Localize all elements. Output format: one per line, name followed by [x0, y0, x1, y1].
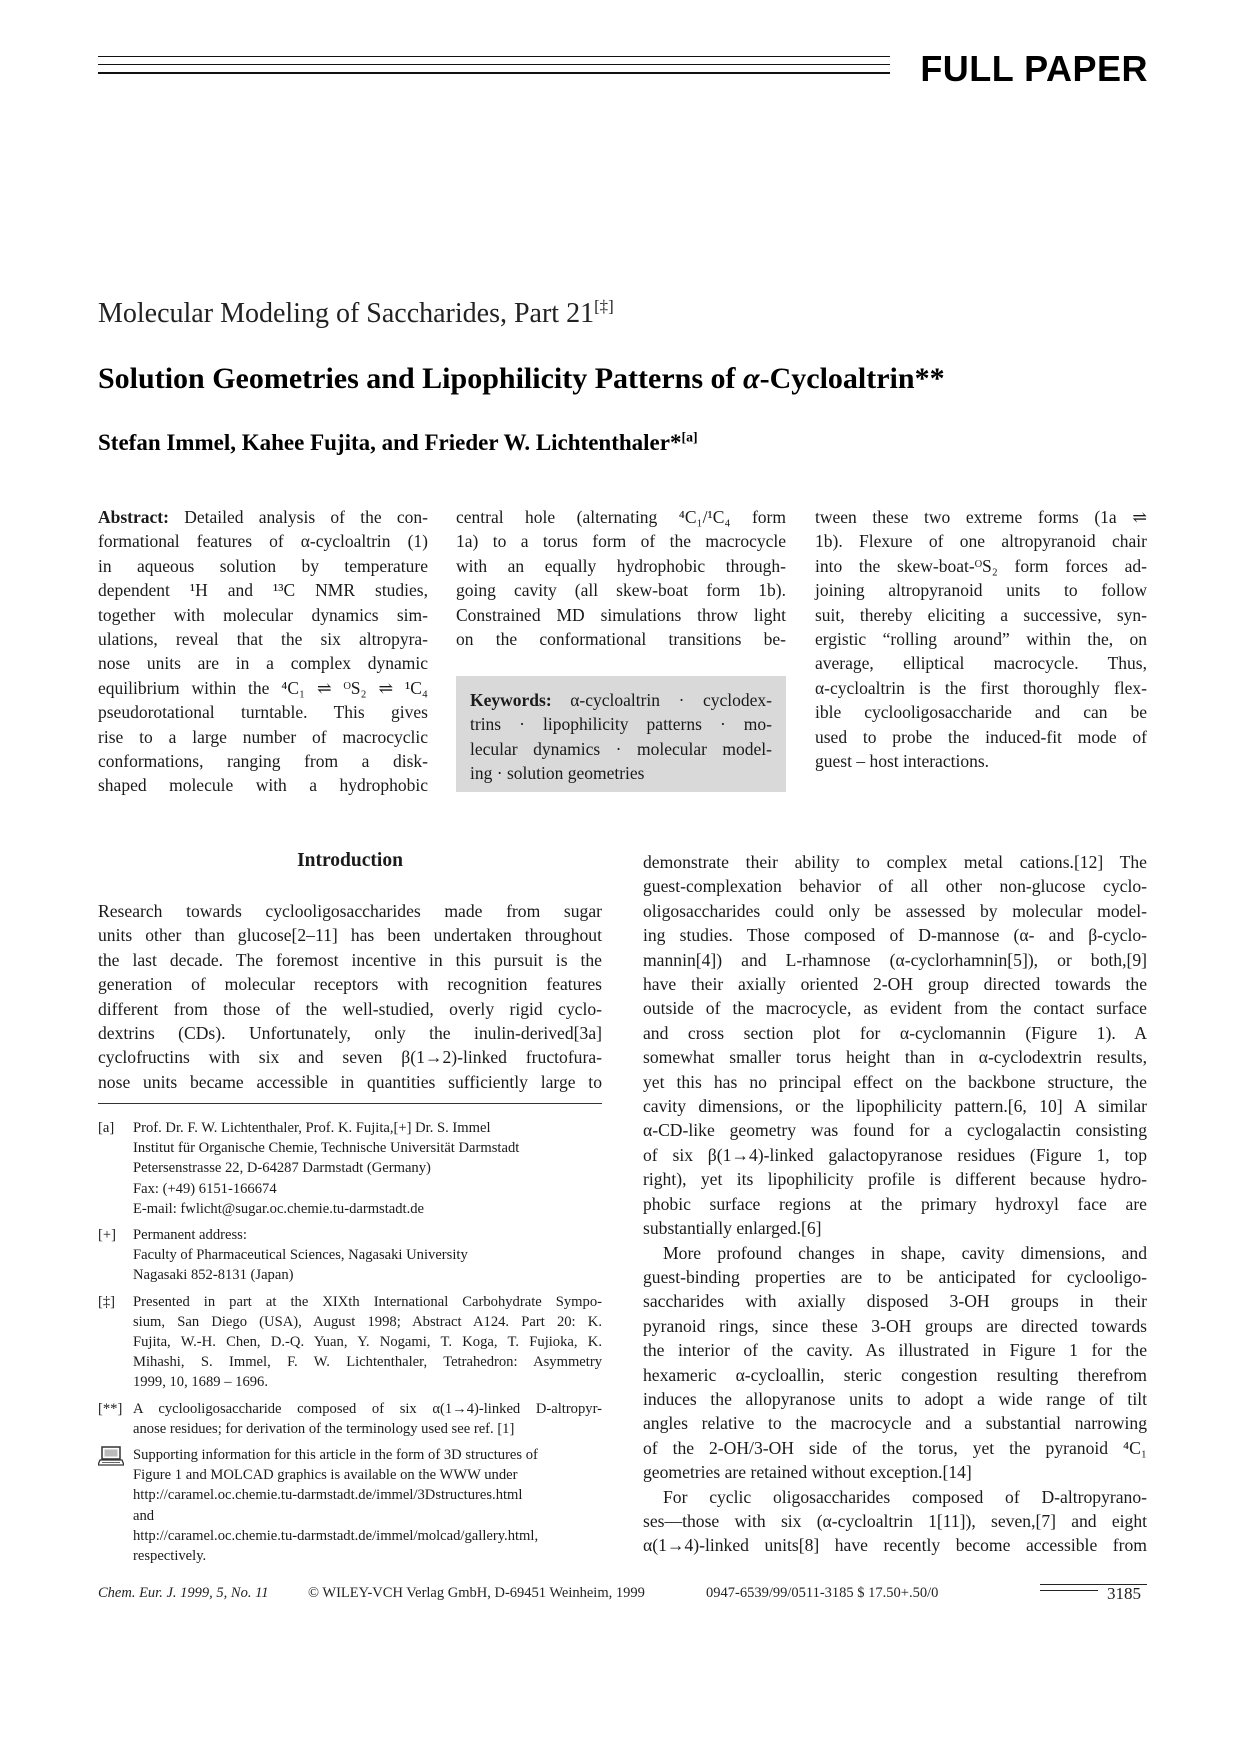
keywords-line: trins · lipophilicity patterns · mo- — [470, 714, 772, 735]
body-line: dextrins (CDs). Unfortunately, only the inulin-derived[3a] — [98, 1023, 602, 1044]
abstract-line: nose units are in a complex dynamic — [98, 653, 428, 674]
abstract-line: α-cycloaltrin is the first thoroughly flex- — [815, 677, 1147, 698]
body-line: hexameric α-cycloallin, steric congestion resulting therefrom — [643, 1364, 1147, 1385]
authors — [98, 430, 698, 456]
body-line: have their axially oriented 2-OH group directed towards the — [643, 974, 1147, 995]
footnote-affiliation: [a] Prof. Dr. F. W. Lichtenthaler, Prof. K. Fujita,[+] Dr. S. Immel Institut für Organische Chemie, Technische Universität Darmstadt Petersenstrasse 22, D-64287 Darmstadt (Germany) Fax: (+49) 6151-166674 E-mail: fwlicht@sugar.oc.chemie.tu-darmstadt.de — [98, 1120, 520, 1217]
body-column-right — [643, 850, 1147, 1558]
paper-title-part2: -Cycloaltrin** — [759, 362, 945, 395]
abstract-line: ible cyclooligosaccharide and can be — [815, 702, 1147, 723]
abstract-line: with an equally hydrophobic through- — [456, 555, 786, 576]
body-line: different from those of the well-studied, overly rigid cyclo- — [98, 998, 602, 1019]
abstract-line: rise to a large number of macrocyclic — [98, 726, 428, 747]
abstract-line: 1a) to a torus form of the macrocycle — [456, 531, 786, 552]
body-line: For cyclic oligosaccharides composed of D-altropyrano- — [663, 1486, 1147, 1507]
abstract-line: joining altropyranoid units to follow — [815, 580, 1147, 601]
body-line: Research towards cyclooligosaccharides made from sugar — [98, 901, 602, 921]
abstract-line: Abstract: Detailed analysis of the con- — [98, 507, 428, 527]
body-line: mannin[4]) and L-rhamnose (α-cyclorhamnin[5]), or both,[9] — [643, 949, 1147, 970]
body-line: ses—those with six (α-cycloaltrin 1[11]), seven,[7] and eight — [643, 1510, 1147, 1531]
body-line: More profound changes in shape, cavity dimensions, and — [663, 1242, 1147, 1263]
body-line: angles relative to the macrocycle and a substantial narrowing — [643, 1413, 1147, 1434]
footnotes — [98, 1118, 602, 1572]
abstract-line: formational features of α-cycloaltrin (1) — [98, 531, 428, 552]
body-line: guest-binding properties are to be anticipated for cyclooligo- — [643, 1266, 1147, 1287]
keywords-line: Keywords: α-cycloaltrin · cyclodex- — [470, 690, 772, 710]
footer-issn: 0947-6539/99/0511-3185 $ 17.50+.50/0 — [706, 1585, 939, 1601]
body-line: oligosaccharides could only be assessed by molecular model- — [643, 900, 1147, 921]
abstract-line: into the skew-boat-ᴼS₂ form forces ad- — [815, 555, 1147, 576]
abstract-column-1 — [98, 505, 428, 798]
abstract-line: pseudorotational turntable. This gives — [98, 702, 428, 723]
body-line: somewhat smaller torus height than in α-cyclodextrin results, — [643, 1047, 1147, 1068]
body-line: saccharides with axially disposed 3-OH groups in their — [643, 1291, 1147, 1312]
body-line: induces the allopyranose units to adopt a wide range of tilt — [643, 1388, 1147, 1409]
body-line: α(1→4)-linked units[8] have recently become accessible from — [643, 1535, 1147, 1556]
abstract-line: average, elliptical macrocycle. Thus, — [815, 653, 1147, 674]
body-column-left — [98, 899, 602, 1094]
abstract-line: central hole (alternating ⁴C₁/¹C₄ form — [456, 507, 786, 527]
body-line: the interior of the cavity. As illustrated in Figure 1 for the — [643, 1340, 1147, 1361]
footer-publisher: © WILEY-VCH Verlag GmbH, D-69451 Weinheim, 1999 — [308, 1585, 645, 1601]
abstract-line: going cavity (all skew-boat form 1b). — [456, 580, 786, 601]
abstract-line: used to probe the induced-fit mode of — [815, 726, 1147, 747]
series-title-text: Molecular Modeling of Saccharides, Part 21 — [98, 298, 595, 329]
abstract-line: shaped molecule with a hydrophobic — [98, 775, 428, 796]
keywords-label: Keywords: — [470, 690, 552, 710]
body-line: and cross section plot for α-cyclomannin (Figure 1). A — [643, 1022, 1147, 1043]
body-line: the last decade. The foremost incentive in this pursuit is the — [98, 949, 602, 970]
footnote-permanent-address: [+] Permanent address: Faculty of Pharmaceutical Sciences, Nagasaki University Nagasaki 852-8131 (Japan) — [98, 1227, 468, 1284]
footnote-marker: [+] — [98, 1227, 116, 1244]
footnote-rule — [98, 1103, 602, 1104]
keywords-line: lecular dynamics · molecular model- — [470, 738, 772, 759]
page-number: 3185 — [1107, 1584, 1141, 1603]
body-line: phobic surface regions at the primary hydroxyl face are — [643, 1193, 1147, 1214]
body-line: yet this has no principal effect on the backbone structure, the — [643, 1071, 1147, 1092]
series-title-mark: [‡] — [594, 296, 614, 316]
abstract-column-3 — [815, 505, 1147, 773]
paper-title — [98, 362, 945, 396]
abstract-line: ulations, reveal that the six altropyra- — [98, 629, 428, 650]
footnote-marker: [‡] — [98, 1293, 116, 1310]
footnote-marker: [a] — [98, 1120, 115, 1136]
abstract-line: guest – host interactions. — [815, 751, 990, 772]
body-line: of the 2-OH/3-OH side of the torus, yet the pyranoid ⁴C₁ — [643, 1437, 1147, 1458]
footnote-presented: [‡] Presented in part at the XIXth International Carbohydrate Sympo- sium, San Diego (USA), August 1998; Abstract A124. Part 20: K. Fujita, W.-H. Chen, D.-Q. Yuan, Y. Nogami, T. Koga, T. Fujioka, K. Mihashi, S. Immel, F. W. Lichtenthaler, Tetrahedron: Asymmetry 1999, 10, 1689 – 1696. — [98, 1293, 602, 1391]
body-line: demonstrate their ability to complex metal cations.[12] The — [643, 852, 1147, 872]
abstract-line: equilibrium within the ⁴C₁ ⇌ ᴼS₂ ⇌ ¹C₄ — [98, 677, 428, 698]
keywords-box — [456, 676, 786, 792]
authors-names: Stefan Immel, Kahee Fujita, and Frieder W. Lichtenthaler* — [98, 430, 682, 455]
body-line: generation of molecular receptors with recognition features — [98, 974, 602, 995]
header-rules — [98, 56, 890, 80]
body-line: cyclofructins with six and seven β(1→2)-linked fructofura- — [98, 1047, 602, 1068]
body-line: nose units became accessible in quantities sufficiently large to — [98, 1071, 602, 1092]
series-title — [98, 298, 614, 330]
abstract-line: Constrained MD simulations throw light — [456, 604, 786, 625]
body-line: guest-complexation behavior of all other non-glucose cyclo- — [643, 876, 1147, 897]
footnote-marker: [**] — [98, 1400, 123, 1417]
paper-title-alpha: α — [743, 362, 760, 395]
footnote-terminology: [**] A cyclooligosaccharide composed of six α(1→4)-linked D-altropyr- anose residues; for derivation of the terminology used see ref. [1] — [98, 1400, 602, 1437]
footer-citation: Chem. Eur. J. 1999, 5, No. 11 — [98, 1585, 269, 1601]
abstract-line: dependent ¹H and ¹³C NMR studies, — [98, 580, 428, 601]
body-line: geometries are retained without exception.[14] — [643, 1462, 972, 1483]
abstract-line: suit, thereby eliciting a successive, syn- — [815, 604, 1147, 625]
keywords-line: ing · solution geometries — [470, 763, 645, 784]
section-label: FULL PAPER — [920, 48, 1148, 89]
computer-icon — [98, 1446, 124, 1466]
abstract-line: together with molecular dynamics sim- — [98, 604, 428, 625]
body-line: substantially enlarged.[6] — [643, 1218, 822, 1239]
body-line: ing studies. Those composed of D-mannose (α- and β-cyclo- — [643, 925, 1147, 946]
abstract-line: conformations, ranging from a disk- — [98, 751, 428, 772]
paper-title-part1: Solution Geometries and Lipophilicity Patterns of — [98, 362, 743, 395]
page-number-rule — [1040, 1590, 1098, 1591]
body-line: α-CD-like geometry was found for a cyclogalactin consisting — [643, 1120, 1147, 1141]
abstract-column-2 — [456, 505, 786, 651]
abstract-line: 1b). Flexure of one altropyranoid chair — [815, 531, 1147, 552]
body-line: units other than glucose[2–11] has been undertaken throughout — [98, 925, 602, 946]
body-line: cavity dimensions, or the lipophilicity pattern.[6, 10] A similar — [643, 1096, 1147, 1117]
body-line: of six β(1→4)-linked galactopyranose residues (Figure 1, top — [643, 1144, 1147, 1165]
abstract-line: tween these two extreme forms (1a ⇌ — [815, 507, 1147, 527]
body-line: right), yet its lipophilicity profile is different because hydro- — [643, 1169, 1147, 1190]
abstract-line: ergistic “rolling around” within the, on — [815, 629, 1147, 650]
abstract-line: in aqueous solution by temperature — [98, 555, 428, 576]
body-line: outside of the macrocycle, as evident from the contact surface — [643, 998, 1147, 1019]
footnote-supporting-info: Supporting information for this article in the form of 3D structures of Figure 1 and MOLCAD graphics is available on the WWW under http://caramel.oc.chemie.tu-darmstadt.de/immel/3Dstructures.html and http://caramel.oc.chemie.tu-darmstadt.de/immel/molcad/gallery.html, respectively. — [98, 1445, 602, 1566]
body-line: pyranoid rings, since these 3-OH groups are directed towards — [643, 1315, 1147, 1336]
abstract-line: on the conformational transitions be- — [456, 629, 786, 650]
abstract-label: Abstract: — [98, 507, 169, 527]
authors-affiliation-mark: [a] — [681, 429, 698, 445]
introduction-heading: Introduction — [297, 850, 403, 871]
